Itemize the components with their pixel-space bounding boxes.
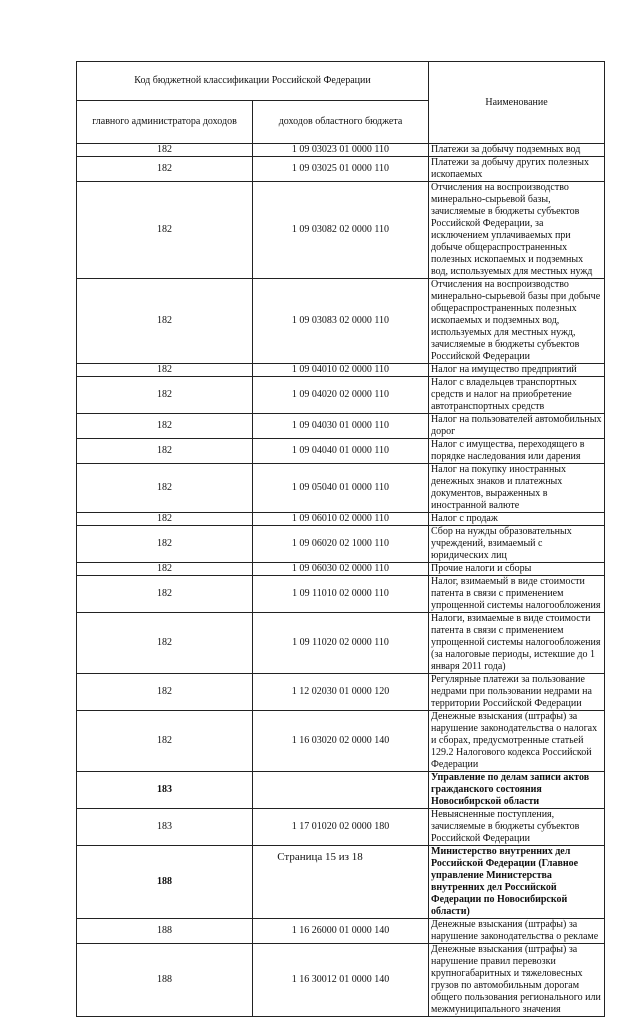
admin-code-cell: 182 [77,464,253,513]
table-row [77,439,605,464]
income-name-cell: Регулярные платежи за пользование недрами при пользовании недрами на территории Российской Федерации [429,674,605,711]
admin-code-cell: 182 [77,513,253,526]
table-row [77,674,605,711]
table-row [77,576,605,613]
admin-code-cell: 182 [77,279,253,364]
admin-code-cell: 182 [77,182,253,279]
admin-code-cell: 182 [77,157,253,182]
admin-code-cell: 182 [77,144,253,157]
table-row [77,377,605,414]
table-row [77,279,605,364]
table-header-row [77,62,605,101]
admin-code-cell: 182 [77,576,253,613]
table-row [77,919,605,944]
income-code-cell: 1 09 06030 02 0000 110 [253,563,429,576]
table-row [77,809,605,846]
admin-code-cell: 182 [77,613,253,674]
income-code-cell: 1 09 04020 02 0000 110 [253,377,429,414]
income-code-cell: 1 09 03025 01 0000 110 [253,157,429,182]
income-name-cell: Отчисления на воспроизводство минерально-сырьевой базы, зачисляемые в бюджеты субъектов Российской Федерации, за исключением уплачиваемых при добыче общераспространенных полезных ископаемых и подземных вод, используемых для местных нужд [429,182,605,279]
income-code-cell: 1 12 02030 01 0000 120 [253,674,429,711]
admin-code-cell: 182 [77,364,253,377]
income-code-cell: 1 09 06010 02 0000 110 [253,513,429,526]
table-row [77,464,605,513]
admin-code-cell: 182 [77,439,253,464]
income-name-cell: Невыясненные поступления, зачисляемые в бюджеты субъектов Российской Федерации [429,809,605,846]
admin-code-cell: 182 [77,674,253,711]
income-name-cell: Налоги, взимаемые в виде стоимости патента в связи с применением упрощенной системы налогообложения (за налоговые периоды, истекшие до 1 января 2011 года) [429,613,605,674]
income-code-cell: 1 09 03082 02 0000 110 [253,182,429,279]
income-name-cell: Отчисления на воспроизводство минерально-сырьевой базы при добыче общераспространенных полезных ископаемых и подземных вод, используемых для местных нужд, зачисляемые в бюджеты субъектов Российской Федерации [429,279,605,364]
income-name-cell: Министерство внутренних дел Российской Федерации (Главное управление Министерства внутренних дел Российской Федерации по Новосибирской области) [429,846,605,919]
income-code-cell: 1 09 11020 02 0000 110 [253,613,429,674]
admin-code-cell: 182 [77,563,253,576]
table-row [77,513,605,526]
income-code-cell: 1 09 03083 02 0000 110 [253,279,429,364]
admin-code-cell: 182 [77,526,253,563]
admin-code-cell: 188 [77,919,253,944]
admin-code-cell: 188 [77,944,253,1017]
table-row [77,772,605,809]
header-name: Наименование [429,62,605,144]
income-name-cell: Налог с имущества, переходящего в порядке наследования или дарения [429,439,605,464]
table-row [77,613,605,674]
income-name-cell: Налог с продаж [429,513,605,526]
header-regional-income: доходов областного бюджета [253,101,429,144]
income-code-cell: 1 09 04010 02 0000 110 [253,364,429,377]
header-main-administrator: главного администратора доходов [77,101,253,144]
income-code-cell: 1 09 04040 01 0000 110 [253,439,429,464]
table-row [77,563,605,576]
table-row [77,144,605,157]
income-name-cell: Налог на покупку иностранных денежных знаков и платежных документов, выраженных в иностранной валюте [429,464,605,513]
table-row [77,414,605,439]
income-code-cell: 1 09 05040 01 0000 110 [253,464,429,513]
income-name-cell: Налог на пользователей автомобильных дорог [429,414,605,439]
admin-code-cell: 183 [77,772,253,809]
table-row [77,526,605,563]
income-code-cell: 1 09 04030 01 0000 110 [253,414,429,439]
page-number: Страница 15 из 18 [277,851,363,863]
income-name-cell: Сбор на нужды образовательных учреждений, взимаемый с юридических лиц [429,526,605,563]
income-name-cell: Налог на имущество предприятий [429,364,605,377]
income-name-cell: Налог с владельцев транспортных средств и налог на приобретение автотранспортных средств [429,377,605,414]
income-name-cell: Платежи за добычу подземных вод [429,144,605,157]
income-code-cell: 1 09 03023 01 0000 110 [253,144,429,157]
income-code-cell: 1 09 11010 02 0000 110 [253,576,429,613]
income-code-cell: 1 09 06020 02 1000 110 [253,526,429,563]
income-name-cell: Прочие налоги и сборы [429,563,605,576]
income-code-cell: 1 16 03020 02 0000 140 [253,711,429,772]
admin-code-cell: 182 [77,414,253,439]
admin-code-cell: 182 [77,711,253,772]
income-code-cell: 1 17 01020 02 0000 180 [253,809,429,846]
admin-code-cell: 182 [77,377,253,414]
table-row [77,364,605,377]
income-code-cell: 1 16 30012 01 0000 140 [253,944,429,1017]
income-name-cell: Управление по делам записи актов гражданского состояния Новосибирской области [429,772,605,809]
income-code-cell: 1 16 26000 01 0000 140 [253,919,429,944]
income-name-cell: Платежи за добычу других полезных ископаемых [429,157,605,182]
admin-code-cell: 183 [77,809,253,846]
income-name-cell: Денежные взыскания (штрафы) за нарушение законодательства о рекламе [429,919,605,944]
income-name-cell: Налог, взимаемый в виде стоимости патента в связи с применением упрощенной системы налогообложения [429,576,605,613]
income-name-cell: Денежные взыскания (штрафы) за нарушение правил перевозки крупногабаритных и тяжеловесных грузов по автомобильным дорогам общего пользования регионального или межмуниципального значения [429,944,605,1017]
admin-code-cell: 188 [77,846,253,919]
table-row [77,944,605,1017]
table-row [77,157,605,182]
income-code-cell [253,772,429,809]
table-row [77,711,605,772]
header-budget-code: Код бюджетной классификации Российской Федерации [77,62,429,101]
table-row [77,182,605,279]
income-name-cell: Денежные взыскания (штрафы) за нарушение законодательства о налогах и сборах, предусмотренные статьей 129.2 Налогового кодекса Российской Федерации [429,711,605,772]
budget-classification-table [76,61,605,1017]
